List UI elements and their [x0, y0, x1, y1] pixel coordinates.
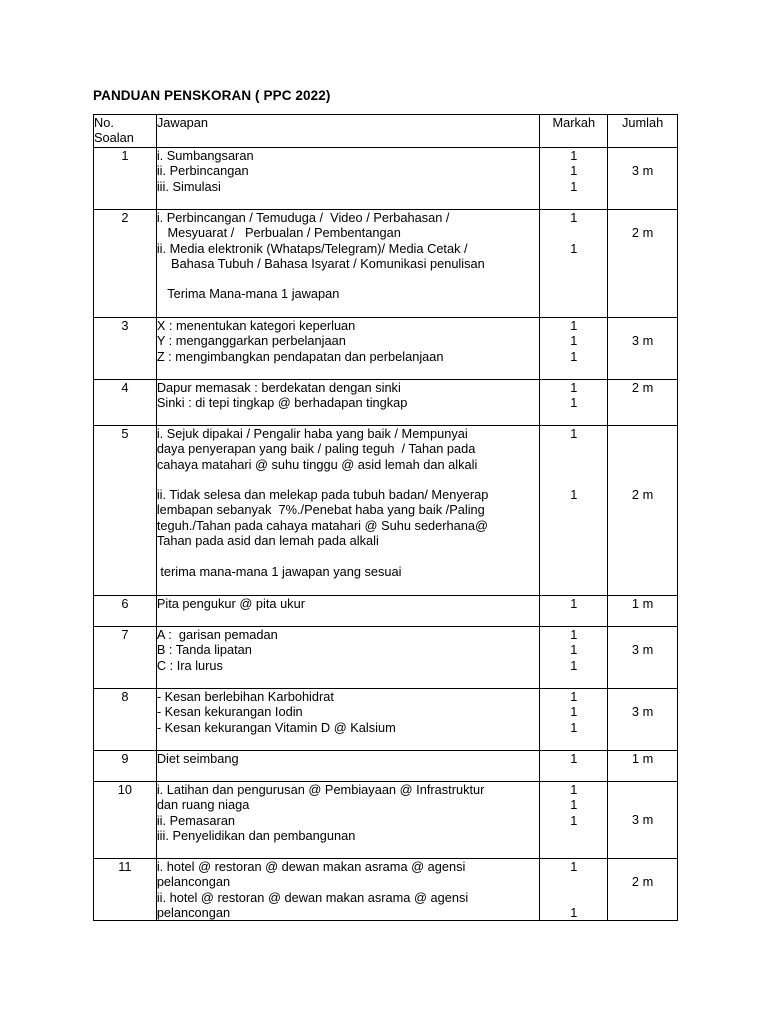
- header-question-number: [94, 115, 157, 148]
- answer-line: C : Ira lurus: [156, 657, 223, 673]
- total-value: 1 m: [631, 596, 654, 611]
- mark-value: 1: [570, 178, 578, 194]
- total-cell: [608, 751, 678, 782]
- answer-line: - Kesan berlebihan Karbohidrat: [156, 689, 334, 704]
- answer-line: Bahasa Tubuh / Bahasa Isyarat / Komunikasi penulisan: [156, 255, 485, 271]
- answer-cell: [156, 426, 540, 596]
- answer-line: Terima Mana-mana 1 jawapan: [156, 286, 340, 302]
- answer-line: Y : menganggarkan perbelanjaan: [156, 333, 346, 349]
- header-answer: Jawapan: [156, 115, 540, 148]
- answer-line: i. Latihan dan pengurusan @ Pembiayaan @ Infrastruktur: [156, 782, 485, 797]
- table-row: [94, 859, 678, 921]
- total-cell: [608, 426, 678, 596]
- mark-value: 1: [570, 689, 578, 704]
- header-mark: Markah: [540, 115, 608, 148]
- header-no-line2: Soalan: [94, 130, 134, 146]
- answer-line: [157, 271, 540, 286]
- total-cell: [608, 210, 678, 318]
- table-row: [94, 318, 678, 380]
- mark-value: 1: [570, 859, 578, 874]
- question-number: 10: [94, 782, 157, 859]
- question-number: 3: [94, 318, 157, 380]
- mark-value: 1: [570, 904, 578, 920]
- answer-cell: [156, 380, 540, 426]
- mark-cell: [540, 210, 608, 318]
- page-title: PANDUAN PENSKORAN ( PPC 2022): [93, 88, 331, 103]
- answer-line: Dapur memasak : berdekatan dengan sinki: [156, 380, 401, 395]
- answer-line: Diet seimbang: [156, 751, 239, 766]
- table-header-row: [94, 115, 678, 148]
- total-value: 3 m: [631, 642, 654, 657]
- answer-line: teguh./Tahan pada cahaya matahari @ Suhu sederhana@: [156, 517, 489, 533]
- question-number: 6: [94, 596, 157, 627]
- total-value: 2 m: [631, 380, 654, 395]
- answer-line: ii. Pemasaran: [156, 812, 236, 828]
- answer-line: cahaya matahari @ suhu tinggu @ asid lemah dan alkali: [156, 456, 478, 472]
- mark-value: 1: [570, 719, 578, 735]
- mark-value: [540, 225, 607, 240]
- answer-line: Pita pengukur @ pita ukur: [156, 596, 305, 611]
- mark-value: 1: [570, 751, 578, 766]
- answer-line: ii. hotel @ restoran @ dewan makan asrama @ agensi: [156, 889, 469, 905]
- mark-value: [540, 457, 607, 472]
- mark-cell: [540, 426, 608, 596]
- answer-line: [157, 548, 540, 563]
- answer-line: Sinki : di tepi tingkap @ berhadapan tingkap: [156, 395, 408, 411]
- mark-cell: [540, 380, 608, 426]
- total-value: 3 m: [631, 704, 654, 719]
- mark-value: 1: [570, 380, 578, 395]
- mark-value: 1: [570, 333, 578, 349]
- answer-line: dan ruang niaga: [156, 797, 250, 813]
- total-cell: [608, 380, 678, 426]
- question-number: 11: [94, 859, 157, 921]
- question-number: 9: [94, 751, 157, 782]
- table-row: [94, 596, 678, 627]
- answer-line: ii. Media elektronik (Whataps/Telegram)/ Media Cetak /: [156, 240, 468, 256]
- answer-line: A : garisan pemadan: [156, 627, 278, 642]
- table-row: [94, 210, 678, 318]
- total-value: 3 m: [631, 812, 654, 827]
- answer-cell: [156, 148, 540, 210]
- mark-value: [540, 441, 607, 456]
- total-cell: [608, 689, 678, 751]
- mark-value: 1: [570, 163, 578, 179]
- mark-value: [540, 890, 607, 905]
- mark-value: 1: [570, 642, 578, 658]
- answer-line: ii. Tidak selesa dan melekap pada tubuh badan/ Menyerap: [156, 487, 489, 503]
- answer-line: Mesyuarat / Perbualan / Pembentangan: [156, 225, 401, 241]
- question-number: 8: [94, 689, 157, 751]
- mark-value: 1: [570, 395, 578, 411]
- total-value: 3 m: [631, 163, 654, 178]
- table-row: [94, 751, 678, 782]
- mark-value: [540, 874, 607, 889]
- total-value: 1 m: [631, 751, 654, 766]
- question-number: 7: [94, 627, 157, 689]
- mark-value: 1: [570, 627, 578, 642]
- total-cell: [608, 782, 678, 859]
- question-number: 5: [94, 426, 157, 596]
- mark-value: 1: [570, 782, 578, 797]
- mark-cell: [540, 782, 608, 859]
- mark-cell: [540, 318, 608, 380]
- mark-value: 1: [570, 210, 578, 225]
- total-cell: [608, 627, 678, 689]
- total-value: 2 m: [631, 874, 654, 889]
- mark-value: 1: [570, 812, 578, 828]
- mark-value: 1: [570, 704, 578, 720]
- mark-cell: [540, 627, 608, 689]
- answer-cell: [156, 596, 540, 627]
- answer-line: - Kesan kekurangan Iodin: [156, 704, 303, 720]
- answer-line: [157, 472, 540, 487]
- answer-line: pelancongan: [156, 904, 231, 920]
- answer-cell: [156, 859, 540, 921]
- answer-line: Tahan pada asid dan lemah pada alkali: [156, 533, 379, 549]
- mark-value: 1: [570, 426, 578, 441]
- answer-line: i. Sejuk dipakai / Pengalir haba yang baik / Mempunyai: [156, 426, 468, 441]
- table-row: [94, 689, 678, 751]
- table-row: [94, 426, 678, 596]
- table-body: [94, 148, 678, 921]
- mark-cell: [540, 596, 608, 627]
- total-value: 2 m: [631, 225, 654, 240]
- question-number: 1: [94, 148, 157, 210]
- answer-cell: [156, 751, 540, 782]
- answer-line: iii. Penyelidikan dan pembangunan: [156, 827, 356, 843]
- mark-value: 1: [570, 148, 578, 163]
- answer-cell: [156, 782, 540, 859]
- total-cell: [608, 318, 678, 380]
- table-row: [94, 148, 678, 210]
- question-number: 4: [94, 380, 157, 426]
- answer-line: ii. Perbincangan: [156, 163, 249, 179]
- answer-line: X : menentukan kategori keperluan: [156, 318, 356, 333]
- answer-line: terima mana-mana 1 jawapan yang sesuai: [156, 563, 402, 579]
- table-row: [94, 627, 678, 689]
- answer-line: - Kesan kekurangan Vitamin D @ Kalsium: [156, 719, 396, 735]
- answer-line: Z : mengimbangkan pendapatan dan perbelanjaan: [156, 348, 444, 364]
- answer-line: B : Tanda lipatan: [156, 642, 252, 658]
- total-cell: [608, 596, 678, 627]
- total-cell: [608, 859, 678, 921]
- header-total: Jumlah: [608, 115, 678, 148]
- total-cell: [608, 148, 678, 210]
- mark-value: 1: [570, 240, 578, 256]
- answer-line: pelancongan: [156, 874, 231, 890]
- answer-cell: [156, 689, 540, 751]
- mark-cell: [540, 148, 608, 210]
- marking-scheme-table: [93, 114, 678, 921]
- total-value: 2 m: [631, 487, 654, 502]
- table-row: [94, 782, 678, 859]
- mark-value: 1: [570, 797, 578, 813]
- answer-line: iii. Simulasi: [156, 178, 221, 194]
- answer-line: i. Sumbangsaran: [156, 148, 254, 163]
- mark-cell: [540, 751, 608, 782]
- mark-value: 1: [570, 318, 578, 333]
- mark-value: [540, 472, 607, 487]
- mark-value: 1: [570, 596, 578, 611]
- answer-cell: [156, 627, 540, 689]
- mark-cell: [540, 689, 608, 751]
- mark-value: 1: [570, 348, 578, 364]
- answer-cell: [156, 210, 540, 318]
- mark-value: 1: [570, 487, 578, 503]
- answer-line: i. Perbincangan / Temuduga / Video / Perbahasan /: [156, 210, 450, 225]
- mark-cell: [540, 859, 608, 921]
- table-row: [94, 380, 678, 426]
- answer-cell: [156, 318, 540, 380]
- question-number: 2: [94, 210, 157, 318]
- answer-line: i. hotel @ restoran @ dewan makan asrama @ agensi: [156, 859, 466, 874]
- total-value: 3 m: [631, 333, 654, 348]
- header-no-line1: No.: [94, 115, 114, 130]
- mark-value: 1: [570, 657, 578, 673]
- answer-line: daya penyerapan yang baik / paling teguh / Tahan pada: [156, 441, 476, 457]
- answer-line: lembapan sebanyak 7%./Penebat haba yang baik /Paling: [156, 502, 485, 518]
